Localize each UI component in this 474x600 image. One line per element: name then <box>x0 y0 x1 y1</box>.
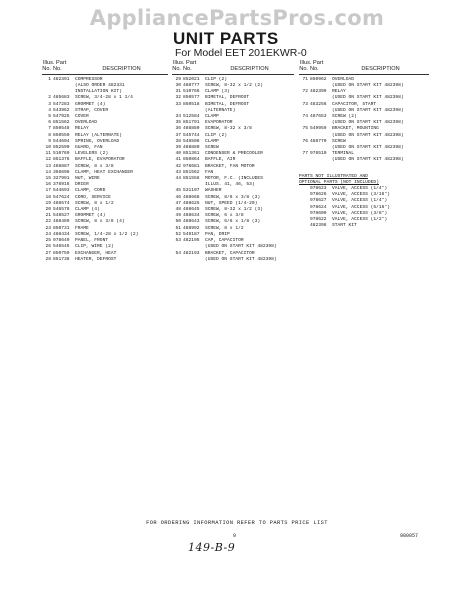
parts-row <box>299 157 429 163</box>
part-description: OVERLOAD <box>75 120 98 126</box>
part-number: 488880 <box>183 126 200 132</box>
part-description: VALVE, ACCESS (3/8") <box>332 210 388 216</box>
illus-number: 12 <box>45 157 51 163</box>
part-description: CAPACITOR, START <box>332 101 377 107</box>
part-number: 850518 <box>183 101 200 107</box>
illus-number: 9 <box>48 138 51 144</box>
part-description: CLAMP (4) <box>75 207 100 213</box>
parts-row <box>172 257 294 263</box>
part-description: NUT, SPEED (1/4-20) <box>205 200 258 206</box>
part-description: WASHER <box>205 188 222 194</box>
part-description: GROMMET (4) <box>75 213 106 219</box>
part-description: SCREW, 8-32 x 1/2 (2) <box>205 83 263 89</box>
part-number: 978622 <box>310 217 327 223</box>
column-header: Illus. Part No. No. DESCRIPTION <box>299 60 400 73</box>
illus-number: 36 <box>175 126 181 132</box>
part-description: (USED ON START KIT 482398) <box>332 83 404 89</box>
illus-number: 19 <box>45 200 51 206</box>
header-rule <box>299 74 429 75</box>
part-description: CLAMP <box>205 138 219 144</box>
part-description: COVER <box>75 114 89 120</box>
part-description: (USED ON START KIT 482398) <box>332 132 404 138</box>
illus-number: 30 <box>175 83 181 89</box>
illus-number: 76 <box>302 138 308 144</box>
part-description: EVAPORATOR <box>205 120 233 126</box>
part-description: SCREW, 8 x 3/8 (4) <box>75 219 125 225</box>
part-number: 543962 <box>53 107 70 113</box>
part-description: VALVE, ACCESS (3/16") <box>332 192 390 198</box>
part-number: 488634 <box>183 213 200 219</box>
part-description: VALVE, ACCESS (1/4") <box>332 198 388 204</box>
part-description: (USED ON START KIT 482398) <box>332 145 404 151</box>
illus-number: 75 <box>302 126 308 132</box>
part-number: 482399 <box>310 89 327 95</box>
illus-number: 32 <box>175 95 181 101</box>
illus-number: 43 <box>175 169 181 175</box>
part-description: HEATER, DEFROST <box>75 256 117 262</box>
part-number: 547283 <box>53 101 70 107</box>
part-description: SCREW, 6 x 3/8 <box>205 213 244 219</box>
part-number: 851558 <box>183 176 200 182</box>
part-description: SCREW, 1/4-28 x 1/2 (2) <box>75 231 139 237</box>
illus-number: 41 <box>175 157 181 163</box>
part-number: 852021 <box>183 76 200 82</box>
part-number: 978623 <box>310 186 327 192</box>
model-line: For Model EET 201EKWR-0 <box>175 47 307 59</box>
part-description: RELAY <box>332 89 346 95</box>
part-description: BAFFLE, EVAPORATOR <box>75 157 125 163</box>
part-description: SCREW, 8/6 x 3/8 (3) <box>205 194 261 200</box>
part-description: (USED ON START KIT 482398) <box>205 256 277 262</box>
illus-number: 40 <box>175 151 181 157</box>
illus-number: 51 <box>175 225 181 231</box>
part-number: 978627 <box>310 198 327 204</box>
part-number: 510766 <box>183 89 200 95</box>
part-description: CLIP (2) <box>205 132 228 138</box>
illus-number: 34 <box>175 114 181 120</box>
illus-number: 11 <box>45 151 51 157</box>
illus-number: 8 <box>48 132 51 138</box>
part-description: FAN <box>205 169 214 175</box>
part-number: 327991 <box>53 176 70 182</box>
part-description: SCREW, 8 x 1/2 <box>205 225 244 231</box>
document-code: 980057 <box>400 533 419 539</box>
illus-number: 20 <box>45 207 51 213</box>
part-description: SPRING, OVERLOAD <box>75 138 120 144</box>
part-number: 851738 <box>53 256 70 262</box>
part-number: 850731 <box>53 225 70 231</box>
part-number: 851791 <box>183 120 200 126</box>
illus-number: 5 <box>48 114 51 120</box>
part-description: FRAME <box>75 225 89 231</box>
part-description: CLAMP, CORD <box>75 188 106 194</box>
part-number: 978681 <box>183 163 200 169</box>
part-description: (ALSO ORDER 482331 <box>75 83 125 89</box>
part-number: 546545 <box>53 244 70 250</box>
part-number: 850577 <box>183 95 200 101</box>
header-rule <box>42 74 168 75</box>
illus-number: 39 <box>175 145 181 151</box>
part-number: 852590 <box>53 145 70 151</box>
part-number: 546578 <box>53 207 70 213</box>
part-number: 482391 <box>53 76 70 82</box>
part-number: 851562 <box>183 169 200 175</box>
parts-column-3 <box>299 60 429 229</box>
illus-number: 23 <box>45 225 51 231</box>
illus-number: 6 <box>48 120 51 126</box>
illus-number: 17 <box>45 188 51 194</box>
part-description: CORD, SERVICE <box>75 194 111 200</box>
part-description: SCREW (2) <box>332 114 357 120</box>
illus-number: 72 <box>302 89 308 95</box>
part-description: (USED ON START KIT 482398) <box>332 120 404 126</box>
part-description: DRIER <box>75 182 89 188</box>
parts-column-1 <box>42 60 168 263</box>
illus-number: 71 <box>302 76 308 82</box>
illus-number: 49 <box>175 213 181 219</box>
illus-number: 52 <box>175 231 181 237</box>
illus-number <box>299 223 310 229</box>
illus-number: 42 <box>175 163 181 169</box>
part-number: 851361 <box>183 151 200 157</box>
illus-number: 1 <box>48 76 51 82</box>
part-description: SCREW, 6/6 x 1/8 (3) <box>205 219 261 225</box>
part-number: 544693 <box>53 188 70 194</box>
part-description: SCREW, 8 x 1/2 <box>75 200 114 206</box>
part-number: 850759 <box>53 250 70 256</box>
illus-number: 3 <box>48 101 51 107</box>
part-number: 488625 <box>183 200 200 206</box>
page-number: 9 <box>233 533 237 539</box>
part-number: 547624 <box>53 194 70 200</box>
part-description: MOTOR, F.C. (INCLUDES <box>205 176 263 182</box>
watermark: AppliancePartsPros.com <box>89 6 385 30</box>
illus-number: 31 <box>175 89 181 95</box>
illus-number: 38 <box>175 138 181 144</box>
illus-number: 27 <box>45 250 51 256</box>
part-description: (USED ON START KIT 482398) <box>332 107 404 113</box>
part-description: STRAP, COVER <box>75 107 109 113</box>
ordering-footer: FOR ORDERING INFORMATION REFER TO PARTS PRICE LIST <box>146 520 328 526</box>
illus-number: 4 <box>48 107 51 113</box>
illus-number: 22 <box>45 219 51 225</box>
illus-number: 44 <box>175 176 181 182</box>
part-description: GUARD, FAN <box>75 145 103 151</box>
illus-number: 53 <box>175 238 181 244</box>
part-description: ILLUS. 41, 46, 53) <box>205 182 255 188</box>
illus-number: 37 <box>175 132 181 138</box>
part-number: 488770 <box>310 138 327 144</box>
part-description: START KIT <box>332 223 357 229</box>
part-number: 488434 <box>53 231 70 237</box>
illus-number: 2 <box>48 95 51 101</box>
part-number: 485683 <box>53 95 70 101</box>
part-number: 549959 <box>310 126 327 132</box>
part-description: SCREW, 3/4-28 x 1 1/4 <box>75 95 133 101</box>
part-number: 488645 <box>183 207 200 213</box>
part-number: 850548 <box>53 126 70 132</box>
optional-parts-note: PARTS NOT ILLUSTRATED AND OPTIONAL PARTS (NOT INCLUDED) <box>299 173 379 185</box>
illus-number: 50 <box>175 219 181 225</box>
handwritten-note: 149-B-9 <box>188 541 236 554</box>
part-description: CLAMP (3) <box>205 89 230 95</box>
part-description: COMPRESSOR <box>75 76 103 82</box>
part-description: (USED ON START KIT 482398) <box>205 244 277 250</box>
part-description: PANEL, FRONT <box>75 238 109 244</box>
part-description: VALVE, ACCESS (5/16") <box>332 204 390 210</box>
page-title: UNIT PARTS <box>173 29 279 48</box>
part-description: BRACKET, MOUNTING <box>332 126 379 132</box>
part-description: (ALTERNATE) <box>205 107 236 113</box>
part-number: 531107 <box>183 188 200 194</box>
part-description: CLAMP <box>205 114 219 120</box>
illus-number: 15 <box>45 176 51 182</box>
illus-number: 33 <box>175 101 181 107</box>
part-number: 510769 <box>53 151 70 157</box>
part-number: 356698 <box>53 169 70 175</box>
illus-number: 25 <box>45 238 51 244</box>
part-description: SCREW, 8-32 x 3/8 <box>205 126 252 132</box>
parts-column-2 <box>172 60 294 263</box>
parts-row <box>299 223 429 229</box>
part-description: RELAY <box>75 126 89 132</box>
part-description: INSTALLATION KIT) <box>75 89 122 95</box>
part-description: PAN, DRIP <box>205 231 230 237</box>
part-number: 850550 <box>53 132 70 138</box>
part-description: SCREW, 8-32 x 1/2 (3) <box>205 207 263 213</box>
illus-number: 28 <box>45 256 51 262</box>
illus-number: 47 <box>175 200 181 206</box>
part-description: LEVELERS (2) <box>75 151 109 157</box>
part-number: 548508 <box>183 138 200 144</box>
part-description: OVERLOAD <box>332 76 355 82</box>
part-number: 488489 <box>53 219 70 225</box>
part-number: 488777 <box>183 83 200 89</box>
part-number: 976510 <box>310 151 327 157</box>
part-number: 512584 <box>183 114 200 120</box>
part-description: BRACKET, CAPACITOR <box>205 250 255 256</box>
part-number: 851562 <box>53 120 70 126</box>
part-number: 544604 <box>53 138 70 144</box>
illus-number: 24 <box>45 231 51 237</box>
part-number: 488887 <box>53 163 70 169</box>
part-description: BRACKET, FAN MOTOR <box>205 163 255 169</box>
part-number: 488574 <box>53 200 70 206</box>
part-number: 549187 <box>183 231 200 237</box>
part-description: TERMINAL <box>332 151 355 157</box>
illus-number: 18 <box>45 194 51 200</box>
part-number: 545744 <box>183 132 200 138</box>
illus-number: 16 <box>45 182 51 188</box>
illus-number: 29 <box>175 76 181 82</box>
column-header: Illus. Part No. No. DESCRIPTION <box>42 60 141 73</box>
part-description: BIMETAL, DEFROST <box>205 101 250 107</box>
part-number: 483256 <box>310 101 327 107</box>
part-number: 482398 <box>310 223 327 229</box>
illus-number: 77 <box>302 151 308 157</box>
illus-number: 14 <box>45 169 51 175</box>
part-number: 488643 <box>183 219 200 225</box>
part-number: 851376 <box>53 157 70 163</box>
part-description: CONDENSER & PRECOOLER <box>205 151 263 157</box>
part-number: 850864 <box>183 157 200 163</box>
part-number: 487653 <box>310 114 327 120</box>
part-description: VALVE, ACCESS (1/4") <box>332 186 388 192</box>
illus-number: 45 <box>175 188 181 194</box>
part-description: RELAY (ALTERNATE) <box>75 132 122 138</box>
part-description: SCREW, 8 x 3/8 <box>75 163 114 169</box>
part-number: 978609 <box>310 210 327 216</box>
part-number: 488668 <box>183 194 200 200</box>
part-description: NUT, WIRE <box>75 176 100 182</box>
part-description: CLIP (2) <box>205 76 228 82</box>
part-description: BAFFLE, AIR <box>205 157 236 163</box>
illus-number: 7 <box>48 126 51 132</box>
part-number: 488992 <box>183 225 200 231</box>
part-description: EXCHANGER, HEAT <box>75 250 117 256</box>
header-rule <box>172 74 294 75</box>
parts-row <box>42 257 168 263</box>
part-description: GROMMET (4) <box>75 101 106 107</box>
illus-number: 73 <box>302 101 308 107</box>
part-description: CLAMP, HEAT EXCHANGER <box>75 169 133 175</box>
part-number: 850962 <box>310 76 327 82</box>
illus-number: 13 <box>45 163 51 169</box>
part-description: SCREW <box>205 145 219 151</box>
column-header: Illus. Part No. No. DESCRIPTION <box>172 60 269 73</box>
illus-number: 74 <box>302 114 308 120</box>
part-description: (USED ON START KIT 482398) <box>332 157 404 163</box>
part-description: (USED ON START KIT 482398) <box>332 95 404 101</box>
part-number: 482193 <box>183 250 200 256</box>
part-number: 488880 <box>183 145 200 151</box>
part-description: VALVE, ACCESS (1/2") <box>332 217 388 223</box>
part-number: 978649 <box>53 238 70 244</box>
part-number: 547925 <box>53 114 70 120</box>
part-number: 378916 <box>53 182 70 188</box>
illus-number: 46 <box>175 194 181 200</box>
part-description: CAP, CAPACITOR <box>205 238 244 244</box>
part-description: SCREW <box>332 138 346 144</box>
illus-number: 35 <box>175 120 181 126</box>
part-description: BIMETAL, DEFROST <box>205 95 250 101</box>
illus-number: 48 <box>175 207 181 213</box>
part-number: 548527 <box>53 213 70 219</box>
illus-number: 54 <box>175 250 181 256</box>
part-description: CLIP, WIRE (2) <box>75 244 114 250</box>
illus-number: 26 <box>45 244 51 250</box>
illus-number: 21 <box>45 213 51 219</box>
part-number: 978624 <box>310 204 327 210</box>
part-number: 978626 <box>310 192 327 198</box>
illus-number: 10 <box>45 145 51 151</box>
part-number: 482195 <box>183 238 200 244</box>
